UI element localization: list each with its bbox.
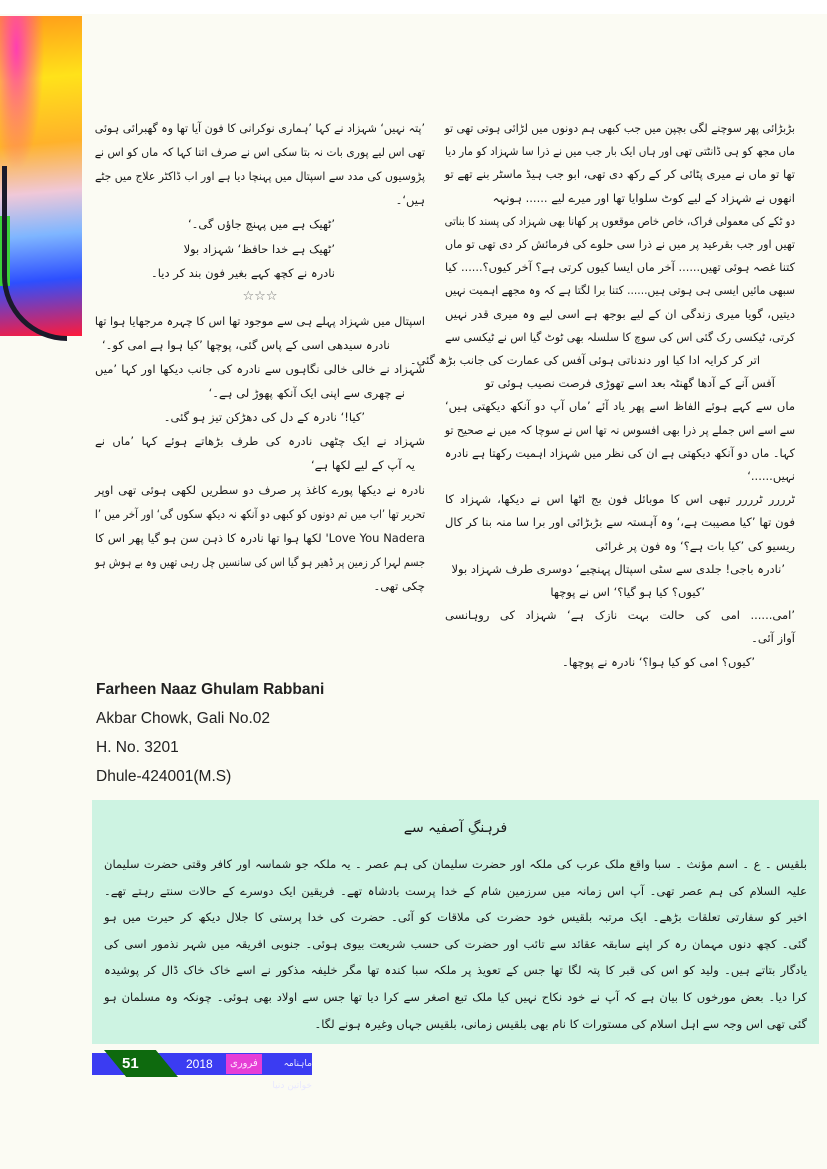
section-break-stars: ☆☆☆ xyxy=(242,288,278,304)
glossary-box xyxy=(92,800,819,1044)
author-name: Farheen Naaz Ghulam Rabbani xyxy=(96,681,325,698)
text-line: ٹرررر ٹرررر تبھی اس کا موبائل فون بج اٹھا اس نے دیکھا، شہزاد کا xyxy=(445,492,795,507)
text-line: یہ آپ کے لیے لکھا ہے‘ xyxy=(311,458,415,473)
text-line: گئی تھی اس وجہ سے اہل اسلام کی مستورات کا نام بھی بلقیس زمانی، بلقیس جہاں وغیرہ ہونے لگا۔ xyxy=(314,1016,807,1031)
author-address-line1: Akbar Chowk, Gali No.02 xyxy=(96,710,271,727)
text-line: کرتی، ٹیکسی رک گئی اس کی سوچ کا سلسلہ بھی ٹوٹ گیا اس نے ٹیکسی سے xyxy=(445,329,795,344)
text-line: دو ٹکے کی معمولی فراک، خاص خاص موقعوں پر کھانا بھی شہزاد کی پسند کا بناتی xyxy=(444,213,795,228)
text-line: کرا دیا۔ بعض مورخوں کا بیان ہے کہ آپ نے خود نکاح نہیں کیا ملک تبع اصغر سے کرا دیا تھا جس سے اولاد بھی ہوئی۔ چونکہ وہ مسلمان ہو xyxy=(104,990,807,1004)
text-line: جسم لہرا کر زمین پر ڈھیر ہو گیا اس کی سانسیں چل رہی تھیں وہ بے ہوش ہو xyxy=(95,554,425,569)
text-line: اتر کر کرایہ ادا کیا اور دندناتی ہوئی آفس کی عمارت کی جانب بڑھ گئی۔ xyxy=(409,353,760,367)
text-line: بڑبڑائی پھر سوچنے لگی بچپن میں جب کبھی ہم دونوں میں لڑائی ہوتی تھی تو xyxy=(444,121,795,135)
text-line: ’کیا!‘ نادرہ کے دل کی دھڑکن تیز ہو گئی۔ xyxy=(163,410,365,425)
page-top-margin xyxy=(0,0,827,14)
text-line: ’پتہ نہیں‘ شہزاد نے کہا ’ہماری نوکرانی کا فون آیا تھا وہ گھبرائی ہوئی xyxy=(94,121,425,135)
text-line: ماں سے کہے ہوئے الفاظ اسے پھر یاد آئے ’ماں آپ دو آنکھ دیکھتی ہیں‘ xyxy=(445,399,795,414)
right-text-column xyxy=(409,117,795,677)
text-line: انھوں نے شہزاد کے لیے کوٹ سلوایا تھا اور میرے لیے ...... ہونہہ xyxy=(492,190,795,205)
text-line: اخیر کو سفارتی تعلقات بڑھے۔ ایک مرتبہ بلقیس خود حضرت کی ملاقات کو آئی۔ حضرت کی خدا پرستی کا جلال دیکھ کر حیرت میں ہو xyxy=(104,910,807,925)
text-line: ریسیو کی ’کیا بات ہے؟‘ وہ فون پر غرائی xyxy=(595,538,795,553)
text-line: تھیں اور جب بقرعید پر میں نے ذرا سی حلوے کی فرمائش کر دی تھی تو ماں xyxy=(445,237,795,251)
text-line: فون تھا ’کیا مصیبت ہے،‘ وہ آہستہ سے بڑبڑائی اور برا سا منہ بنا کر کال xyxy=(445,515,795,530)
text-line: نہیں......‘ xyxy=(747,469,795,483)
page-number: 51 xyxy=(122,1055,139,1072)
text-line: اسپتال میں شہزاد پہلے ہی سے موجود تھا اس کا چہرہ مرجھایا ہوا تھا xyxy=(94,313,425,328)
text-line: پڑوسیوں کی مدد سے اسپتال میں پہنچا دیا ہے اور اب ڈاکٹر علاج میں جٹے xyxy=(95,169,425,184)
text-line: سے اسے اس جملے پر ذرا بھی افسوس نہ تھا اس نے سوچا کہ میں نے صحیح تو xyxy=(444,422,795,437)
text-line: آفس آنے کے آدھا گھنٹہ بعد اسے تھوڑی فرصت نصیب ہوئی تو xyxy=(484,376,775,391)
text-line: تحریر تھا ’اب میں تم دونوں کو کبھی دو آنکھ نہ دیکھ سکوں گی‘ اور آخر میں ’I xyxy=(94,506,426,521)
text-line: بلقیس ۔ ع ۔ اسم مؤنث ۔ سبا واقع ملک عرب کی ملکہ اور حضرت سلیمان کی ہم عصر ۔ یہ ملکہ جو شماسہ اور کافر وقتی حضرت سلیمان xyxy=(104,857,807,871)
text-line: علیہ السلام کی ہم عصر تھی۔ آپ اس زمانہ میں سرزمین شام کے خدا پرست بادشاہ تھے۔ فریقین ایک دوسرے کے حالات سنتے رہتے تھے۔ xyxy=(104,883,807,898)
text-line: شہزاد نے ایک چٹھی نادرہ کی طرف بڑھاتے ہوئے کہا ’ماں نے xyxy=(95,434,425,449)
text-line: نادرہ سیدھی اسی کے پاس گئی، پوچھا ’کیا ہوا ہے امی کو۔‘ xyxy=(102,337,390,352)
issue-month: فروری xyxy=(226,1054,262,1074)
text-line: ’ٹھیک ہے میں پہنچ جاؤں گی۔‘ xyxy=(188,217,335,232)
text-line: چکی تھی۔ xyxy=(373,578,425,593)
text-line: Love You Nadera' لکھا ہوا تھا نادرہ کا ذہن سن ہو گیا پھر اس کا xyxy=(95,530,425,545)
banner-swoosh xyxy=(2,166,67,341)
text-line: نے چھری سے اپنی ایک آنکھ پھوڑ لی ہے۔‘ xyxy=(208,386,405,401)
text-line: ہیں‘۔ xyxy=(395,193,425,208)
text-line: نادرہ نے دیکھا پورے کاغذ پر صرف دو سطریں لکھی ہوئی تھی اوپر xyxy=(95,482,425,497)
decorative-side-banner xyxy=(0,16,82,336)
text-line: یادگار بتاتے ہیں۔ ولید کو اس کی قبر کا پتہ لگا تھا جس کے تعویذ پر ملکہ سبا کندہ تھا مگر خلیفہ مذکور نے اسے خاک خاک ڈال کر پوشیدہ xyxy=(104,963,807,978)
text-line: کتنا غصہ ہوئی تھیں...... آخر ماں ایسا کیوں کرتی ہے؟ آخر کیوں؟...... کیا xyxy=(445,260,795,275)
text-line: ماں مجھ کو ہی ڈانٹتی تھی اور ہاں ایک بار جب میں نے ذرا سا شہزاد کو مار دیا xyxy=(445,144,795,159)
left-text-column xyxy=(95,117,425,607)
text-line: سبھی مائیں ایسی ہی ہوتی ہیں...... کتنا برا لگتا ہے کہ وہ مجھے اہمیت نہیں xyxy=(445,283,795,298)
text-line: ’نادرہ باجی! جلدی سے سٹی اسپتال پہنچیے‘ دوسری طرف شہزاد بولا xyxy=(451,561,785,576)
text-line: شہزاد نے خالی خالی نگاہوں سے نادرہ کی جانب دیکھا اور کہا ’میں xyxy=(95,362,425,376)
issue-year: 2018 xyxy=(186,1057,213,1071)
text-line: ’کیوں؟ امی کو کیا ہوا؟‘ نادرہ نے پوچھا۔ xyxy=(562,654,755,669)
text-line: ’کیوں؟ کیا ہو گیا؟‘ اس نے پوچھا xyxy=(550,585,705,599)
text-line: کہا۔ ماں دو آنکھ دیکھتی ہے ان کی نظر میں شہزاد اہمیت رکھتا ہے نادرہ xyxy=(444,445,795,460)
page-number-badge xyxy=(104,1050,178,1077)
text-line: آواز آئی۔ xyxy=(751,631,795,646)
text-line: گئی۔ کچھ دنوں مہمان رہ کر اپنے سابقہ عقائد سے تائب اور حضرت کی حسب شریعت بیوی ہوئی۔ جنوبی افریقہ میں شہر نذمور اسی کی xyxy=(104,936,807,951)
page-footer xyxy=(92,1053,312,1091)
text-line: ’امی...... امی کی حالت بہت نازک ہے‘ شہزاد کی روہانسی xyxy=(445,608,795,623)
author-address-line2: H. No. 3201 xyxy=(96,739,179,756)
text-line: دیتیں، گویا میری زندگی ان کے لیے بوجھ ہے اسی لیے وہ میری قدر نہیں xyxy=(445,306,795,321)
text-line: تھی اس لیے پوری بات نہ بتا سکی اس نے صرف اتنا کہا کہ ماں کو اس نے xyxy=(94,145,425,160)
text-line: ’ٹھیک ہے خدا حافظ‘ شہزاد بولا xyxy=(183,241,335,256)
text-line: نادرہ نے کچھ کہے بغیر فون بند کر دیا۔ xyxy=(151,265,335,280)
glossary-title: فرہنگِ آصفیہ سے xyxy=(403,820,508,836)
magazine-name: ماہنامہ خواتین دنیا xyxy=(272,1059,312,1091)
author-address-line3: Dhule-424001(M.S) xyxy=(96,768,232,785)
glossary-text xyxy=(104,853,807,1043)
text-line: تھا تو ماں نے میری پٹائی کر کے رکھ دی تھی، ابو جب ہیڈ ماسٹر بنے تھے تو xyxy=(444,167,795,182)
